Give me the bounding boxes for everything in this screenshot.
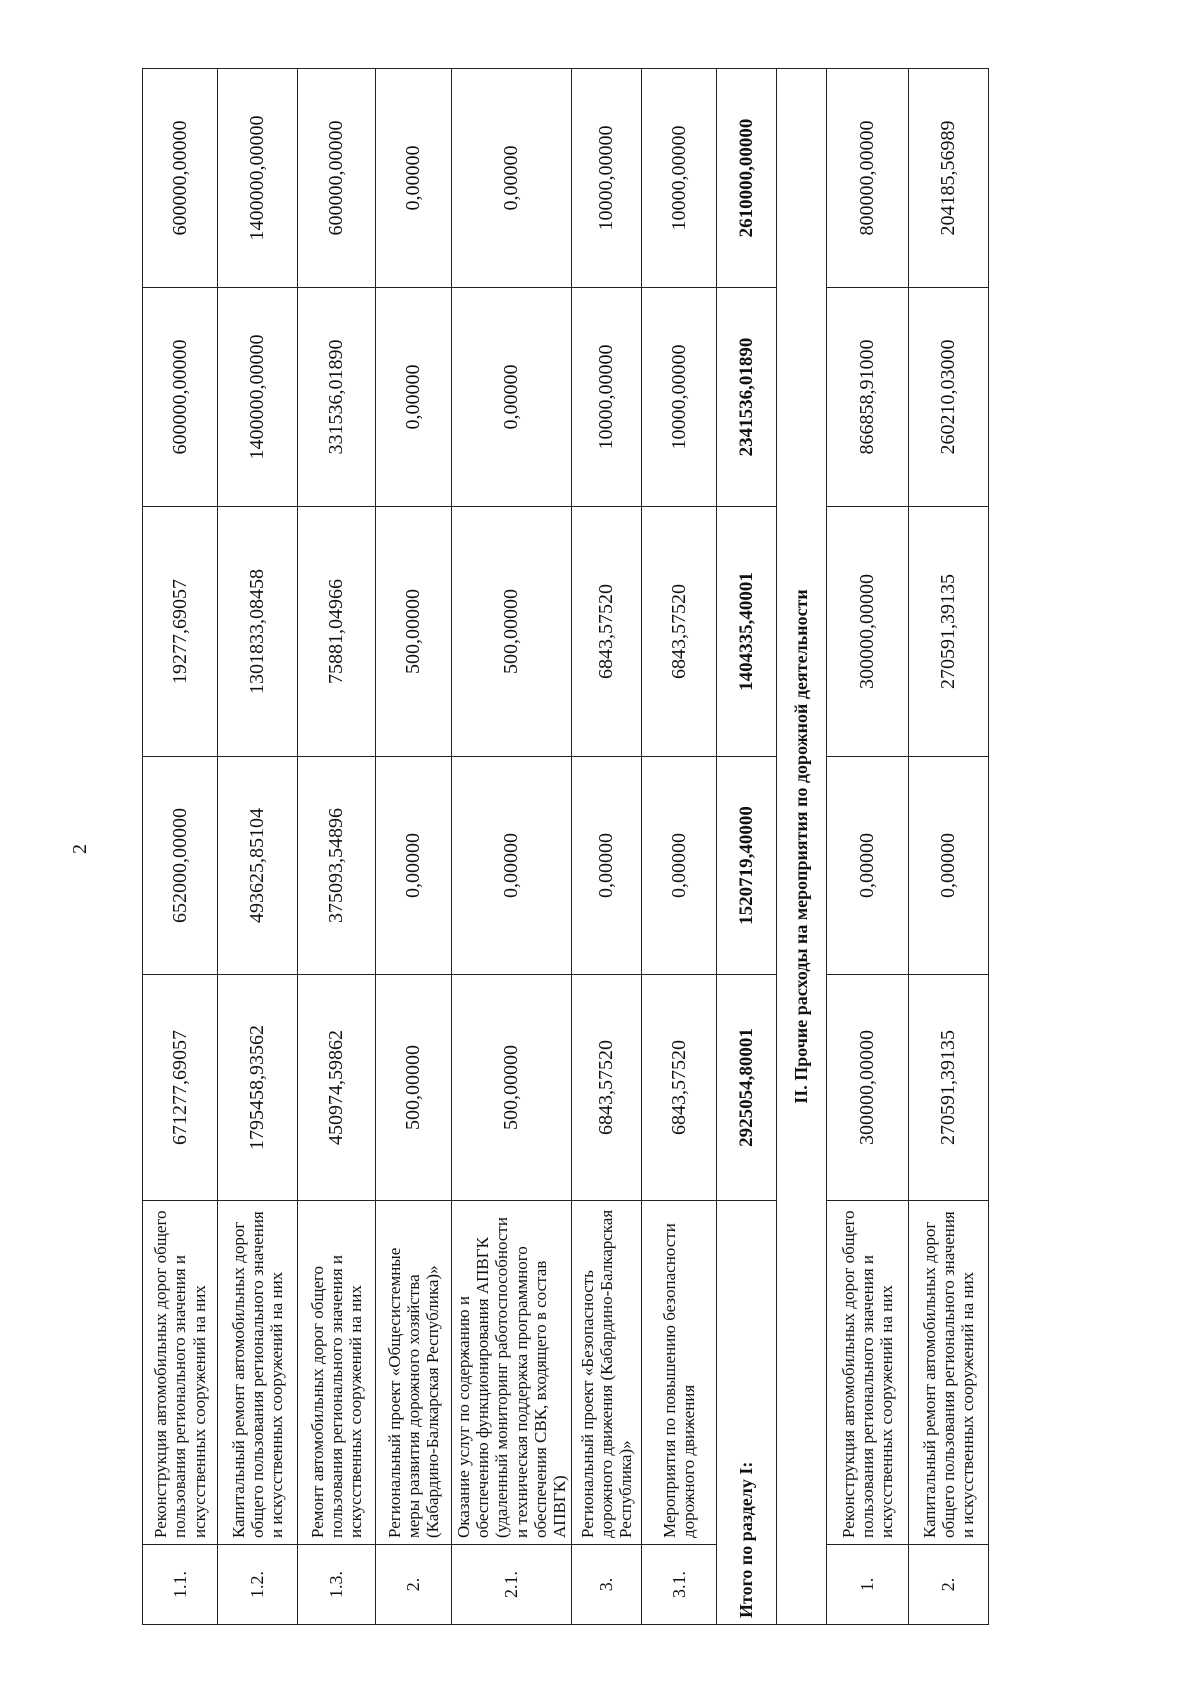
row-value: 0,00000 bbox=[827, 757, 909, 975]
table-row bbox=[572, 69, 642, 1625]
row-index: 3.1. bbox=[642, 1545, 717, 1625]
row-value: 331536,01890 bbox=[298, 288, 376, 507]
row-value: 6843,57520 bbox=[642, 507, 717, 757]
row-index: 1.1. bbox=[143, 1545, 218, 1625]
table-row bbox=[827, 69, 909, 1625]
row-value: 0,00000 bbox=[376, 288, 452, 507]
row-value: 866858,91000 bbox=[827, 288, 909, 507]
row-value: 75881,04966 bbox=[298, 507, 376, 757]
row-value: 270591,39135 bbox=[909, 975, 989, 1201]
row-value: 0,00000 bbox=[909, 757, 989, 975]
row-index: 1. bbox=[827, 1545, 909, 1625]
table-row bbox=[143, 69, 218, 1625]
total-value: 1520719,40000 bbox=[717, 757, 777, 975]
table-row bbox=[218, 69, 298, 1625]
row-name: Капитальный ремонт автомобильных дорог общего пользования регионального значения и искусственных сооружений на них bbox=[218, 1201, 298, 1545]
row-value: 600000,00000 bbox=[143, 288, 218, 507]
total-value: 2610000,00000 bbox=[717, 69, 777, 288]
row-index: 1.3. bbox=[298, 1545, 376, 1625]
row-value: 300000,00000 bbox=[827, 975, 909, 1201]
table-row bbox=[909, 69, 989, 1625]
row-value: 0,00000 bbox=[376, 69, 452, 288]
row-value: 671277,69057 bbox=[143, 975, 218, 1201]
row-value: 600000,00000 bbox=[298, 69, 376, 288]
table-row bbox=[376, 69, 452, 1625]
page-number: 2 bbox=[69, 844, 91, 854]
row-value: 652000,00000 bbox=[143, 757, 218, 975]
row-value: 1795458,93562 bbox=[218, 975, 298, 1201]
budget-table bbox=[142, 68, 989, 1625]
row-name: Реконструкция автомобильных дорог общего пользования регионального значения и искусственных сооружений на них bbox=[143, 1201, 218, 1545]
row-value: 493625,85104 bbox=[218, 757, 298, 975]
row-name: Оказание услуг по содержанию и обеспечению функционирования АПВГК (удаленный мониторинг работоспособности и техническая поддержка программного обеспечения СВК, входящего в состав АПВГК) bbox=[452, 1201, 572, 1545]
row-value: 6843,57520 bbox=[572, 975, 642, 1201]
row-name: Капитальный ремонт автомобильных дорог общего пользования регионального значения и искусственных сооружений на них bbox=[909, 1201, 989, 1545]
row-value: 1301833,08458 bbox=[218, 507, 298, 757]
row-value: 1400000,00000 bbox=[218, 69, 298, 288]
row-value: 500,00000 bbox=[376, 507, 452, 757]
row-value: 0,00000 bbox=[642, 757, 717, 975]
row-index: 2.1. bbox=[452, 1545, 572, 1625]
row-value: 10000,00000 bbox=[572, 288, 642, 507]
total-value: 2341536,01890 bbox=[717, 288, 777, 507]
row-index: 2. bbox=[909, 1545, 989, 1625]
row-value: 600000,00000 bbox=[143, 69, 218, 288]
row-value: 204185,56989 bbox=[909, 69, 989, 288]
row-value: 10000,00000 bbox=[642, 69, 717, 288]
row-index: 3. bbox=[572, 1545, 642, 1625]
row-value: 0,00000 bbox=[376, 757, 452, 975]
row-value: 10000,00000 bbox=[642, 288, 717, 507]
row-value: 800000,00000 bbox=[827, 69, 909, 288]
row-name: Ремонт автомобильных дорог общего пользования регионального значения и искусственных сооружений на них bbox=[298, 1201, 376, 1545]
row-value: 6843,57520 bbox=[572, 507, 642, 757]
row-value: 0,00000 bbox=[452, 757, 572, 975]
row-value: 260210,03000 bbox=[909, 288, 989, 507]
row-value: 0,00000 bbox=[452, 69, 572, 288]
total-value: 2925054,80001 bbox=[717, 975, 777, 1201]
row-value: 19277,69057 bbox=[143, 507, 218, 757]
row-index: 2. bbox=[376, 1545, 452, 1625]
row-name: Региональный проект «Общесистемные меры развития дорожного хозяйства (Кабардино-Балкарская Республика)» bbox=[376, 1201, 452, 1545]
row-value: 1400000,00000 bbox=[218, 288, 298, 507]
row-name: Реконструкция автомобильных дорог общего пользования регионального значения и искусственных сооружений на них bbox=[827, 1201, 909, 1545]
row-index: 1.2. bbox=[218, 1545, 298, 1625]
row-value: 0,00000 bbox=[452, 288, 572, 507]
rotated-page-content bbox=[142, 69, 1046, 1625]
row-value: 0,00000 bbox=[572, 757, 642, 975]
section-title: II. Прочие расходы на мероприятия по дорожной деятельности bbox=[777, 69, 827, 1625]
row-value: 10000,00000 bbox=[572, 69, 642, 288]
table-row bbox=[452, 69, 572, 1625]
table-row bbox=[298, 69, 376, 1625]
row-value: 500,00000 bbox=[452, 975, 572, 1201]
total-value: 1404335,40001 bbox=[717, 507, 777, 757]
section-header-row bbox=[777, 69, 827, 1625]
total-row bbox=[717, 69, 777, 1625]
row-name: Мероприятия по повышению безопасности дорожного движения bbox=[642, 1201, 717, 1545]
row-value: 450974,59862 bbox=[298, 975, 376, 1201]
row-value: 6843,57520 bbox=[642, 975, 717, 1201]
row-value: 500,00000 bbox=[376, 975, 452, 1201]
total-label: Итого по разделу I: bbox=[717, 1201, 777, 1625]
row-value: 375093,54896 bbox=[298, 757, 376, 975]
row-value: 270591,39135 bbox=[909, 507, 989, 757]
row-value: 300000,00000 bbox=[827, 507, 909, 757]
row-value: 500,00000 bbox=[452, 507, 572, 757]
row-name: Региональный проект «Безопасность дорожного движения (Кабардино-Балкарская Республика)» bbox=[572, 1201, 642, 1545]
table-row bbox=[642, 69, 717, 1625]
